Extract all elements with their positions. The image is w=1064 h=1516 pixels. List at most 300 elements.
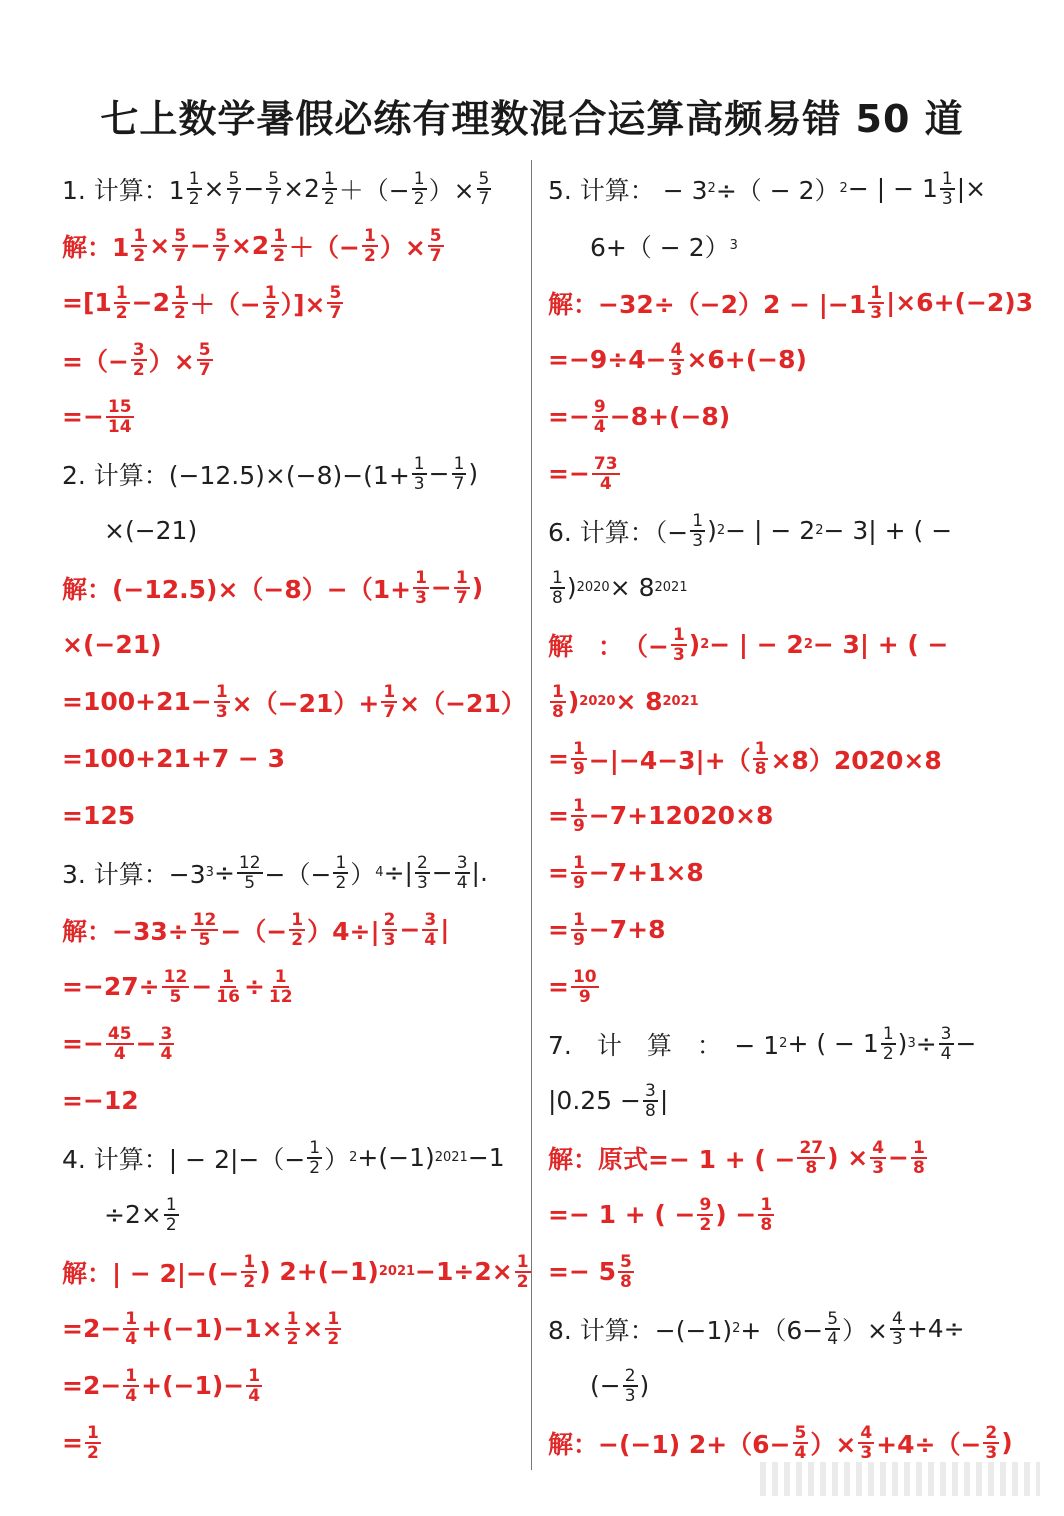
- fraction: [159, 1025, 175, 1063]
- math-text: ) ×: [827, 1143, 869, 1172]
- exponent: 2020: [579, 694, 616, 709]
- denominator: 9: [578, 986, 591, 1007]
- math-text: −: [431, 858, 453, 887]
- numerator: 1: [125, 1308, 138, 1329]
- numerator: 1: [327, 1308, 340, 1329]
- fraction: [162, 968, 190, 1006]
- fraction: [671, 626, 687, 664]
- fraction: [571, 968, 599, 1006]
- exponent: 2: [839, 181, 848, 196]
- denominator: 12: [268, 986, 293, 1007]
- numerator: 1: [323, 168, 335, 189]
- fraction: [690, 512, 705, 550]
- denominator: 4: [125, 1328, 138, 1349]
- fraction: [237, 854, 263, 892]
- right-column: [548, 160, 1034, 1471]
- math-text: =: [548, 801, 569, 830]
- math-text: +(−1)−: [141, 1371, 245, 1400]
- numerator: 10: [572, 966, 597, 987]
- math-text: 解：−(−1) 2+（6−: [548, 1429, 791, 1459]
- math-text: ÷: [915, 1029, 937, 1058]
- math-text: =100+21+7 − 3: [62, 744, 285, 773]
- math-text: ÷|: [383, 858, 413, 887]
- fraction: [939, 1025, 954, 1063]
- numerator: 1: [286, 1308, 299, 1329]
- math-text: =2−: [62, 1314, 122, 1343]
- math-text: 解：−32÷（−2）2 − |−1: [548, 289, 867, 319]
- denominator: 8: [760, 1214, 773, 1235]
- math-text: 2. 计算：(−12.5)×(−8)−(1+: [62, 460, 410, 490]
- fraction: [131, 341, 147, 379]
- fraction: [285, 1310, 301, 1348]
- math-text: × 8: [615, 687, 663, 716]
- denominator: 2: [309, 1157, 321, 1178]
- fraction: [797, 1139, 825, 1177]
- math-text: ): [567, 687, 580, 716]
- fraction: [415, 854, 430, 892]
- math-text: |.: [471, 858, 488, 887]
- fraction: [333, 854, 348, 892]
- numerator: 45: [107, 1023, 132, 1044]
- fraction: [322, 170, 337, 208]
- question-line: [62, 502, 522, 559]
- math-text: − | − 2: [709, 630, 804, 659]
- denominator: 7: [453, 473, 465, 494]
- math-text: =−12: [62, 1086, 139, 1115]
- math-text: =（−: [62, 346, 129, 376]
- math-text: ×（−21）+: [231, 688, 380, 718]
- fraction: [187, 170, 202, 208]
- denominator: 2: [699, 1214, 712, 1235]
- denominator: 2: [132, 359, 145, 380]
- fraction: [246, 1367, 262, 1405]
- denominator: 4: [599, 473, 612, 494]
- fraction: [477, 170, 492, 208]
- fraction: [413, 569, 429, 607]
- answer-line: [548, 673, 1018, 730]
- math-text: =−: [62, 402, 104, 431]
- answer-line: [548, 1129, 1018, 1186]
- numerator: 1: [115, 282, 128, 303]
- answer-line: [62, 787, 522, 844]
- fraction: [106, 1025, 134, 1063]
- math-text: |: [659, 1086, 669, 1115]
- denominator: 4: [456, 872, 468, 893]
- fraction: [362, 227, 378, 265]
- question-line: [548, 1015, 1018, 1072]
- math-text: −1: [467, 1143, 505, 1172]
- watermark-bar: [760, 1462, 1040, 1496]
- math-text: ×(−21): [62, 630, 162, 659]
- fraction: [454, 569, 470, 607]
- math-text: −（−: [220, 916, 288, 946]
- math-text: 7. 计 算 ： − 1: [548, 1030, 780, 1060]
- math-text: −: [428, 459, 450, 488]
- answer-line: [62, 1243, 529, 1300]
- answer-line: [548, 901, 1018, 958]
- numerator: 1: [572, 852, 585, 873]
- numerator: 5: [174, 225, 187, 246]
- math-text: ): [707, 516, 717, 545]
- math-text: ）×: [842, 1315, 888, 1345]
- exponent: 2: [779, 1036, 788, 1051]
- answer-line: [548, 844, 1018, 901]
- denominator: 8: [912, 1157, 925, 1178]
- math-text: −: [243, 174, 265, 203]
- math-text: ＋（−: [338, 175, 410, 205]
- numerator: 9: [699, 1194, 712, 1215]
- math-text: ): [1001, 1428, 1013, 1457]
- math-text: ) −: [715, 1200, 757, 1229]
- fraction: [890, 1310, 905, 1348]
- fraction: [983, 1424, 999, 1462]
- denominator: 8: [620, 1271, 632, 1292]
- math-text: ) 2+(−1): [259, 1257, 379, 1286]
- math-text: − 3| + ( −: [823, 516, 953, 545]
- math-text: −2: [131, 288, 170, 317]
- exponent: 2: [700, 637, 710, 652]
- denominator: 4: [794, 1442, 807, 1463]
- numerator: 1: [165, 1194, 177, 1215]
- fraction: [213, 227, 229, 265]
- numerator: 1: [291, 909, 304, 930]
- numerator: 1: [760, 1194, 773, 1215]
- numerator: 3: [644, 1080, 656, 1101]
- denominator: 2: [133, 245, 146, 266]
- denominator: 2: [273, 245, 286, 266]
- answer-line: [62, 901, 522, 958]
- denominator: 9: [572, 758, 585, 779]
- fraction: [868, 284, 884, 322]
- fraction: [106, 398, 134, 436]
- math-text: ÷: [243, 972, 265, 1001]
- numerator: 3: [424, 909, 437, 930]
- fraction: [123, 1310, 139, 1348]
- exponent: 2: [803, 637, 813, 652]
- numerator: 73: [593, 453, 618, 474]
- math-text: 解：−33÷: [62, 916, 189, 946]
- math-text: =: [62, 1428, 83, 1457]
- numerator: 1: [188, 168, 200, 189]
- math-text: =[1: [62, 288, 112, 317]
- denominator: 2: [264, 302, 277, 323]
- math-text: +(−1)−1×: [141, 1314, 283, 1343]
- math-text: +4÷（−: [876, 1429, 982, 1459]
- numerator: 1: [273, 225, 286, 246]
- denominator: 2: [882, 1043, 894, 1064]
- math-text: ÷（ − 2）: [715, 175, 840, 205]
- numerator: 9: [593, 396, 606, 417]
- numerator: 5: [228, 168, 240, 189]
- numerator: 1: [870, 282, 883, 303]
- numerator: 1: [309, 1137, 321, 1158]
- fraction: [263, 284, 279, 322]
- fraction: [172, 227, 188, 265]
- numerator: 5: [429, 225, 442, 246]
- math-text: ）4÷|: [307, 916, 380, 946]
- fraction: [325, 1310, 341, 1348]
- math-text: =−27÷: [62, 972, 160, 1001]
- exponent: 2: [732, 1321, 741, 1336]
- numerator: 1: [415, 567, 427, 588]
- numerator: 1: [912, 1137, 925, 1158]
- numerator: 1: [572, 738, 585, 759]
- fraction: [227, 170, 242, 208]
- answer-line: [62, 1414, 522, 1471]
- fraction: [412, 170, 427, 208]
- math-text: =− 1 + ( −: [548, 1200, 696, 1229]
- exponent: 2021: [378, 1264, 416, 1279]
- exponent: 3: [907, 1036, 916, 1051]
- fraction: [271, 227, 287, 265]
- question-line: [62, 1186, 522, 1243]
- denominator: 2: [243, 1271, 256, 1292]
- numerator: 1: [215, 681, 228, 702]
- math-text: =: [548, 972, 569, 1001]
- answer-line: [548, 1243, 1018, 1300]
- fraction: [550, 683, 566, 721]
- denominator: 14: [107, 416, 132, 437]
- denominator: 2: [335, 872, 347, 893]
- fraction: [940, 170, 955, 208]
- denominator: 3: [215, 701, 228, 722]
- answer-line: [62, 274, 522, 331]
- numerator: 1: [383, 681, 396, 702]
- denominator: 3: [624, 1385, 636, 1406]
- fraction: [123, 1367, 139, 1405]
- fraction: [643, 1082, 658, 1120]
- numerator: 1: [413, 168, 425, 189]
- math-text: 6. 计算：（−: [548, 517, 689, 547]
- exponent: 4: [375, 865, 384, 880]
- numerator: 1: [363, 225, 376, 246]
- answer-line: [62, 1300, 522, 1357]
- fraction: [758, 1196, 774, 1234]
- math-text: ＋（−: [289, 232, 360, 262]
- denominator: 7: [383, 701, 396, 722]
- numerator: 12: [192, 909, 217, 930]
- answer-line: [548, 616, 1018, 673]
- numerator: 3: [940, 1023, 952, 1044]
- denominator: 7: [429, 245, 442, 266]
- answer-line: [548, 787, 1018, 844]
- math-text: ÷: [213, 858, 235, 887]
- numerator: 5: [329, 282, 342, 303]
- fraction: [422, 911, 438, 949]
- denominator: 4: [125, 1385, 138, 1406]
- numerator: 1: [941, 168, 953, 189]
- math-text: −: [430, 573, 452, 602]
- answer-line: [548, 388, 1018, 445]
- denominator: 3: [870, 302, 883, 323]
- math-text: ）×: [810, 1429, 857, 1459]
- denominator: 2: [516, 1271, 529, 1292]
- math-text: −7+1×8: [588, 858, 704, 887]
- fraction: [911, 1139, 927, 1177]
- denominator: 3: [413, 473, 425, 494]
- numerator: 1: [692, 510, 704, 531]
- numerator: 5: [620, 1251, 632, 1272]
- denominator: 3: [383, 929, 396, 950]
- answer-line: [62, 1015, 522, 1072]
- fraction: [197, 341, 213, 379]
- fraction: [241, 1253, 257, 1291]
- math-text: =: [548, 744, 569, 773]
- numerator: 1: [173, 282, 186, 303]
- math-text: 解：| − 2|−(−: [62, 1258, 240, 1288]
- numerator: 2: [985, 1422, 998, 1443]
- numerator: 4: [872, 1137, 885, 1158]
- math-text: − | − 2: [725, 516, 816, 545]
- denominator: 9: [572, 872, 585, 893]
- denominator: 8: [644, 1100, 656, 1121]
- fraction: [870, 1139, 886, 1177]
- numerator: 1: [552, 681, 564, 702]
- math-text: ）: [324, 1144, 350, 1174]
- denominator: 3: [672, 644, 685, 665]
- numerator: 1: [222, 966, 235, 987]
- numerator: 4: [860, 1422, 873, 1443]
- fraction: [571, 854, 587, 892]
- question-line: [548, 1357, 1018, 1414]
- fraction: [452, 455, 467, 493]
- numerator: 3: [160, 1023, 173, 1044]
- numerator: 1: [133, 225, 146, 246]
- answer-line: [548, 958, 1018, 1015]
- math-text: −: [888, 1143, 909, 1172]
- fraction: [592, 398, 608, 436]
- denominator: 2: [86, 1442, 99, 1463]
- math-text: −1÷2×: [415, 1257, 513, 1286]
- numerator: 1: [274, 966, 287, 987]
- math-text: |: [440, 915, 450, 944]
- denominator: 3: [416, 872, 428, 893]
- answer-line: [62, 1357, 522, 1414]
- math-text: 解 ： （−: [548, 631, 669, 661]
- numerator: 2: [416, 852, 428, 873]
- fraction: [412, 455, 427, 493]
- numerator: 5: [794, 1422, 807, 1443]
- math-text: 解：原式=− 1 + ( −: [548, 1144, 796, 1174]
- denominator: 5: [169, 986, 182, 1007]
- math-text: =−: [548, 402, 590, 431]
- denominator: 7: [268, 188, 280, 209]
- denominator: 8: [754, 758, 767, 779]
- math-text: ）]×: [280, 289, 326, 319]
- question-line: [548, 217, 1018, 274]
- math-text: =−: [548, 459, 590, 488]
- fraction: [327, 284, 343, 322]
- answer-line: [62, 217, 522, 274]
- math-text: 解：1: [62, 232, 130, 262]
- math-text: ）×: [379, 232, 426, 262]
- math-text: |×: [956, 174, 987, 203]
- denominator: 3: [860, 1442, 873, 1463]
- numerator: 2: [624, 1365, 636, 1386]
- math-text: ×（−21）: [399, 688, 526, 718]
- exponent: 2021: [654, 580, 688, 595]
- fraction: [114, 284, 130, 322]
- numerator: 5: [478, 168, 490, 189]
- denominator: 16: [216, 986, 240, 1007]
- denominator: 2: [165, 1214, 177, 1235]
- exponent: 2020: [576, 580, 610, 595]
- answer-line: [548, 730, 1018, 787]
- fraction: [455, 854, 470, 892]
- denominator: 2: [323, 188, 335, 209]
- exponent: 3: [205, 865, 214, 880]
- denominator: 2: [115, 302, 128, 323]
- denominator: 4: [248, 1385, 261, 1406]
- fraction: [550, 569, 565, 607]
- fraction: [618, 1253, 634, 1291]
- fraction: [592, 455, 620, 493]
- question-line: [548, 1300, 1018, 1357]
- fraction: [214, 683, 230, 721]
- denominator: 4: [424, 929, 437, 950]
- denominator: 9: [572, 929, 585, 950]
- numerator: 1: [243, 1251, 256, 1272]
- exponent: 2021: [662, 694, 699, 709]
- math-text: ): [566, 573, 577, 602]
- numerator: 1: [413, 453, 425, 474]
- denominator: 5: [244, 872, 256, 893]
- numerator: 2: [383, 909, 396, 930]
- math-text: =2−: [62, 1371, 122, 1400]
- math-text: −（−: [264, 859, 332, 889]
- math-text: −7+8: [588, 915, 666, 944]
- math-text: 5. 计算： − 3: [548, 175, 708, 205]
- fraction: [382, 911, 398, 949]
- math-text: ×: [302, 1314, 324, 1343]
- question-line: [548, 160, 1018, 217]
- fraction: [267, 968, 295, 1006]
- numerator: 12: [238, 852, 261, 873]
- math-text: −: [190, 231, 211, 260]
- numerator: 12: [163, 966, 188, 987]
- numerator: 1: [572, 795, 585, 816]
- math-text: 3. 计算：−3: [62, 859, 206, 889]
- denominator: 2: [173, 302, 186, 323]
- denominator: 7: [478, 188, 490, 209]
- math-text: −: [399, 915, 421, 944]
- denominator: 5: [198, 929, 211, 950]
- math-text: ×(−21): [104, 516, 198, 545]
- numerator: 5: [268, 168, 280, 189]
- fraction: [623, 1367, 638, 1405]
- answer-line: [548, 274, 1034, 331]
- denominator: 2: [286, 1328, 299, 1349]
- fraction: [697, 1196, 713, 1234]
- numerator: 15: [107, 396, 132, 417]
- question-line: [548, 1072, 1018, 1129]
- fraction: [793, 1424, 809, 1462]
- column-divider: [531, 160, 532, 1470]
- denominator: 2: [363, 245, 376, 266]
- numerator: 1: [516, 1251, 529, 1272]
- question-line: [548, 559, 1018, 616]
- denominator: 4: [940, 1043, 952, 1064]
- numerator: 3: [456, 852, 468, 873]
- math-text: =125: [62, 801, 136, 830]
- math-text: ): [688, 630, 701, 659]
- math-text: −|−4−3|+（: [588, 745, 751, 775]
- math-text: ×2: [230, 231, 270, 260]
- math-text: ×2: [283, 174, 320, 203]
- fraction: [881, 1025, 896, 1063]
- fraction: [131, 227, 147, 265]
- math-text: |×6+(−2)3: [886, 288, 1034, 317]
